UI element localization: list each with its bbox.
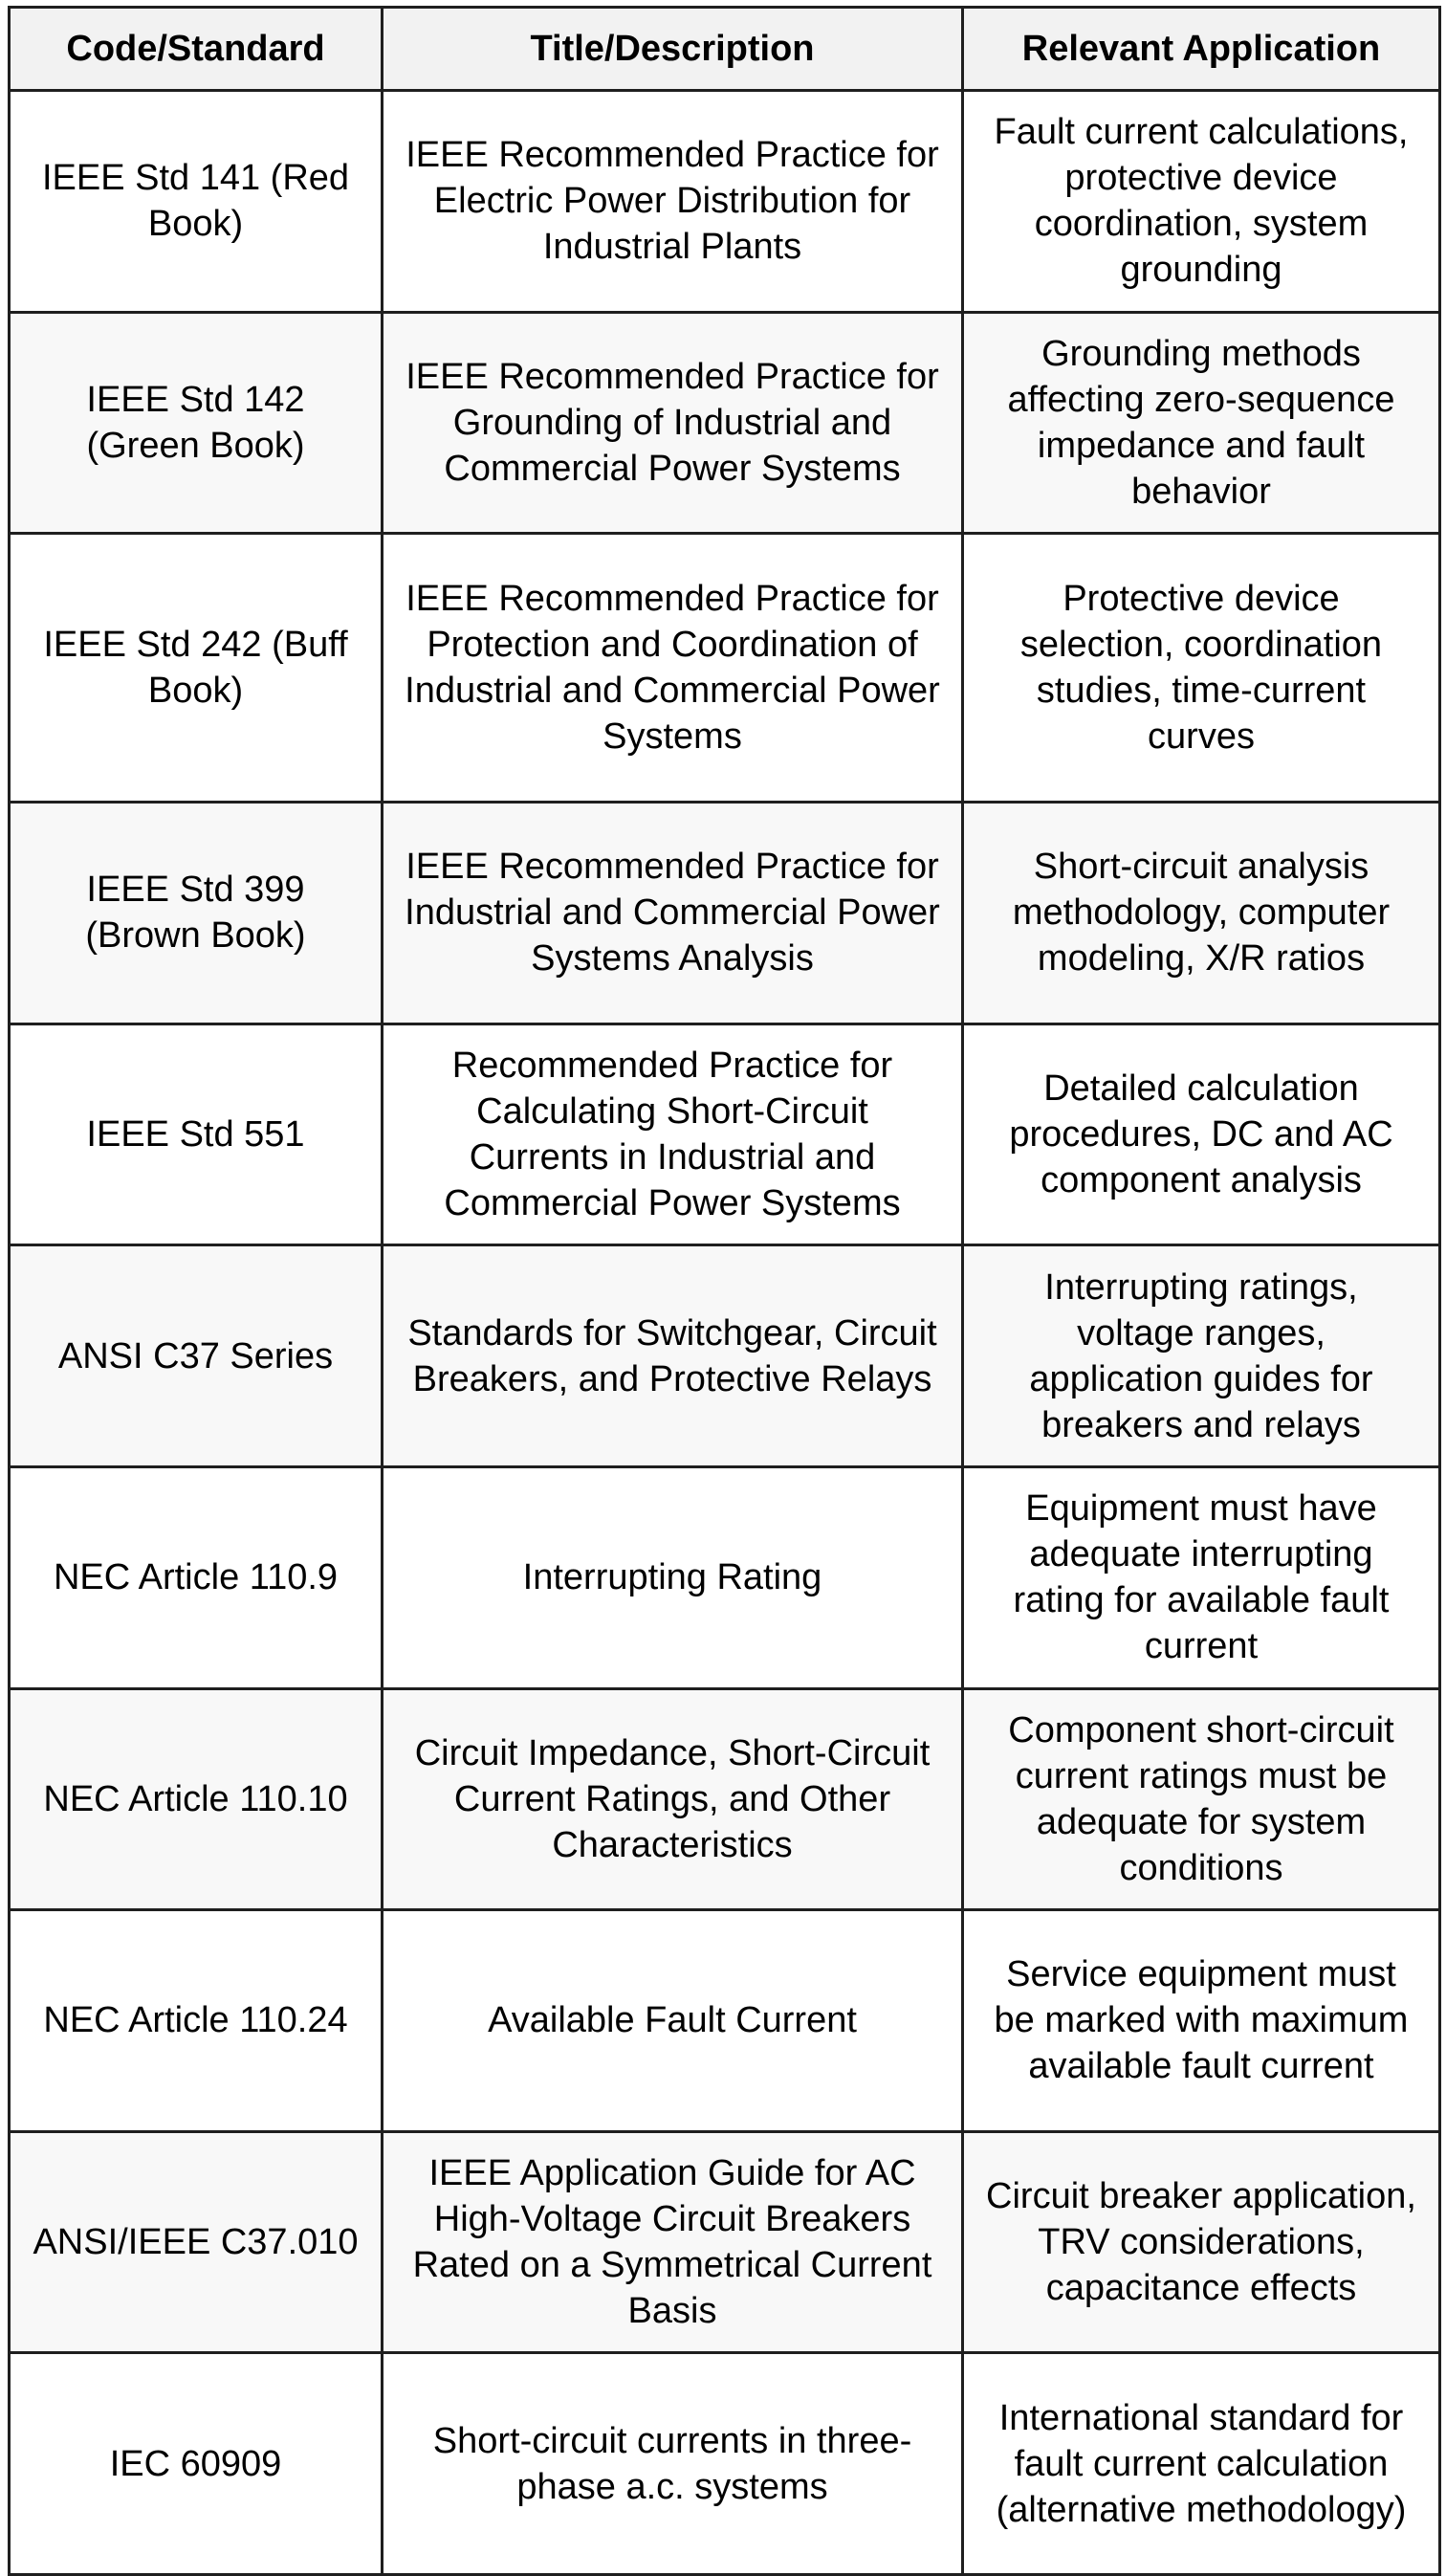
cell-application: Interrupting ratings, voltage ranges, application guides for breakers and relays	[963, 1245, 1440, 1467]
table-row	[10, 1245, 1440, 1467]
cell-application: Fault current calculations, protective device coordination, system grounding	[963, 91, 1440, 313]
table-header	[10, 8, 1440, 91]
cell-code: NEC Article 110.9	[10, 1466, 383, 1688]
table-row	[10, 312, 1440, 534]
table-row	[10, 2131, 1440, 2353]
cell-code: IEEE Std 242 (Buff Book)	[10, 534, 383, 803]
cell-code: ANSI/IEEE C37.010	[10, 2131, 383, 2353]
cell-title: Circuit Impedance, Short-Circuit Current Ratings, and Other Characteristics	[383, 1688, 963, 1910]
table-row	[10, 1910, 1440, 2132]
cell-code: IEEE Std 399 (Brown Book)	[10, 803, 383, 1024]
cell-application: Short-circuit analysis methodology, computer modeling, X/R ratios	[963, 803, 1440, 1024]
header-code: Code/Standard	[10, 8, 383, 91]
cell-title: Short-circuit currents in three-phase a.c. systems	[383, 2353, 963, 2575]
table-row	[10, 1024, 1440, 1245]
table-row	[10, 534, 1440, 803]
cell-application: Grounding methods affecting zero-sequence impedance and fault behavior	[963, 312, 1440, 534]
cell-application: International standard for fault current calculation (alternative methodology)	[963, 2353, 1440, 2575]
cell-title: IEEE Recommended Practice for Electric Power Distribution for Industrial Plants	[383, 91, 963, 313]
header-row	[10, 8, 1440, 91]
cell-application: Component short-circuit current ratings must be adequate for system conditions	[963, 1688, 1440, 1910]
standards-table	[8, 6, 1441, 2576]
table-row	[10, 1466, 1440, 1688]
table-row	[10, 2353, 1440, 2575]
cell-title: IEEE Recommended Practice for Grounding of Industrial and Commercial Power Systems	[383, 312, 963, 534]
cell-title: Interrupting Rating	[383, 1466, 963, 1688]
table-row	[10, 91, 1440, 313]
table-row	[10, 803, 1440, 1024]
cell-code: IEEE Std 551	[10, 1024, 383, 1245]
cell-application: Protective device selection, coordination studies, time-current curves	[963, 534, 1440, 803]
cell-code: IEEE Std 141 (Red Book)	[10, 91, 383, 313]
cell-application: Equipment must have adequate interrupting rating for available fault current	[963, 1466, 1440, 1688]
cell-code: IEC 60909	[10, 2353, 383, 2575]
header-title: Title/Description	[383, 8, 963, 91]
cell-code: ANSI C37 Series	[10, 1245, 383, 1467]
header-application: Relevant Application	[963, 8, 1440, 91]
table-body	[10, 91, 1440, 2575]
cell-title: IEEE Recommended Practice for Protection and Coordination of Industrial and Commercial Power Systems	[383, 534, 963, 803]
cell-code: NEC Article 110.24	[10, 1910, 383, 2132]
cell-title: IEEE Application Guide for AC High-Voltage Circuit Breakers Rated on a Symmetrical Current Basis	[383, 2131, 963, 2353]
cell-title: Standards for Switchgear, Circuit Breakers, and Protective Relays	[383, 1245, 963, 1467]
cell-application: Detailed calculation procedures, DC and AC component analysis	[963, 1024, 1440, 1245]
table-row	[10, 1688, 1440, 1910]
cell-code: NEC Article 110.10	[10, 1688, 383, 1910]
cell-title: IEEE Recommended Practice for Industrial and Commercial Power Systems Analysis	[383, 803, 963, 1024]
cell-application: Circuit breaker application, TRV considerations, capacitance effects	[963, 2131, 1440, 2353]
cell-application: Service equipment must be marked with maximum available fault current	[963, 1910, 1440, 2132]
cell-title: Recommended Practice for Calculating Short-Circuit Currents in Industrial and Commercial Power Systems	[383, 1024, 963, 1245]
cell-code: IEEE Std 142 (Green Book)	[10, 312, 383, 534]
cell-title: Available Fault Current	[383, 1910, 963, 2132]
